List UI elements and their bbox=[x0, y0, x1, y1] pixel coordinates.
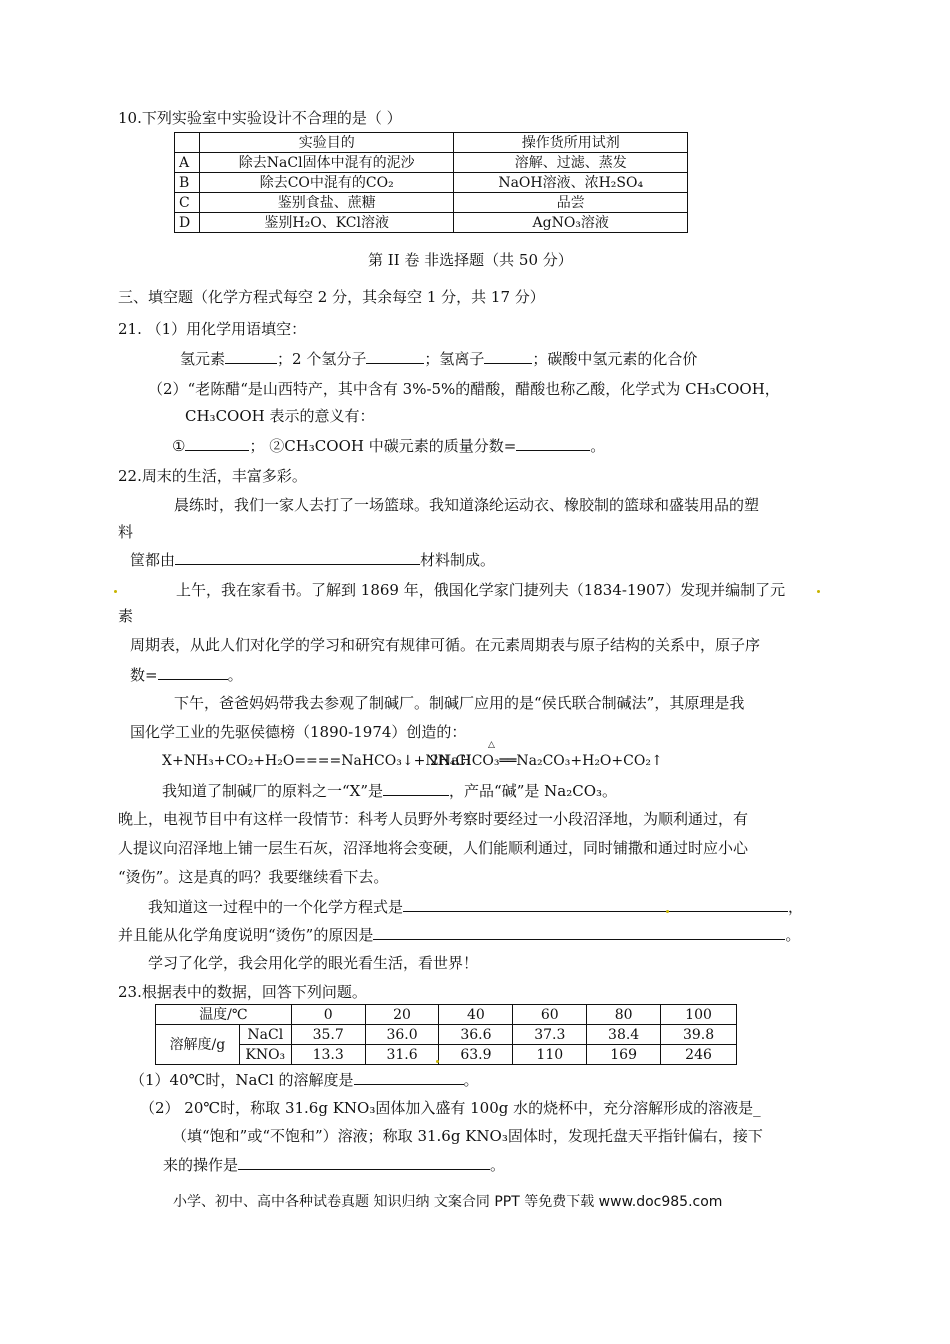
row-label: A bbox=[175, 153, 200, 173]
table-row bbox=[175, 213, 688, 233]
row-method: AgNO₃溶液 bbox=[454, 213, 688, 233]
temp-label: 温度/℃ bbox=[156, 1005, 292, 1025]
table-header-cell bbox=[175, 133, 200, 153]
table-row bbox=[175, 193, 688, 213]
q21-text: ；氢离子 bbox=[424, 350, 485, 368]
answer-blank[interactable] bbox=[373, 924, 785, 940]
row-purpose: 除去CO中混有的CO₂ bbox=[199, 173, 453, 193]
q22-text: 。 bbox=[785, 926, 801, 944]
q22-line15 bbox=[148, 896, 803, 917]
solubility-cell: 39.8 bbox=[661, 1025, 737, 1045]
q22-text: 我知道这一过程中的一个化学方程式是 bbox=[148, 898, 404, 916]
q23-text: 。 bbox=[463, 1071, 479, 1089]
answer-blank[interactable] bbox=[516, 435, 590, 451]
q23-part1 bbox=[130, 1069, 479, 1090]
temp-cell: 0 bbox=[291, 1005, 365, 1025]
q23-text: 。 bbox=[490, 1156, 506, 1174]
q22-line6: 素 bbox=[118, 607, 134, 625]
row-label: D bbox=[175, 213, 200, 233]
q21-text: 。 bbox=[590, 437, 606, 455]
row-purpose: 鉴别食盐、蔗糖 bbox=[199, 193, 453, 213]
q22-line10: 国化学工业的先驱侯德榜（1890-1974）创造的： bbox=[130, 723, 467, 741]
table-row bbox=[156, 1025, 737, 1045]
temp-cell: 80 bbox=[587, 1005, 661, 1025]
equation-2: 2NaHCO₃══Na₂CO₃+H₂O+CO₂↑ bbox=[430, 753, 663, 769]
q22-line7: 周期表，从此人们对化学的学习和研究有规律可循。在元素周期表与原子结构的关系中，原子序 bbox=[130, 636, 761, 654]
solubility-cell: 35.7 bbox=[291, 1025, 365, 1045]
answer-blank[interactable] bbox=[238, 1154, 490, 1170]
q21-line2 bbox=[180, 348, 697, 369]
q22-text: 筐都由 bbox=[130, 551, 176, 569]
table-row bbox=[175, 173, 688, 193]
q22-line14: “烫伤”。这是真的吗？我要继续看下去。 bbox=[118, 868, 389, 886]
solubility-cell: 37.3 bbox=[513, 1025, 587, 1045]
speck-mark bbox=[817, 590, 820, 593]
table-header-row bbox=[175, 133, 688, 153]
table-header-cell: 操作货所用试剂 bbox=[454, 133, 688, 153]
solubility-cell: 36.0 bbox=[365, 1025, 439, 1045]
answer-blank[interactable] bbox=[225, 348, 277, 364]
answer-blank[interactable] bbox=[175, 549, 420, 565]
q22-text: 我知道了制碱厂的原料之一“X”是 bbox=[162, 782, 384, 800]
q22-text: ， bbox=[788, 898, 804, 916]
solubility-cell: 13.3 bbox=[291, 1045, 365, 1065]
table-header-cell: 实验目的 bbox=[199, 133, 453, 153]
heat-triangle-icon: △ bbox=[488, 740, 495, 750]
speck-mark bbox=[436, 1060, 439, 1063]
row-label: C bbox=[175, 193, 200, 213]
section-2-title: 第 II 卷 非选择题（共 50 分） bbox=[368, 251, 573, 269]
q21-text: ；2 个氢分子 bbox=[277, 350, 367, 368]
solubility-cell: 63.9 bbox=[439, 1045, 513, 1065]
solubility-table bbox=[155, 1004, 737, 1065]
q21-line3: （2）“老陈醋“是山西特产，其中含有 3%-5%的醋酸，醋酸也称乙酸，化学式为 CH₃COOH， bbox=[148, 380, 780, 398]
q23-part2-line2: （填“饱和”或“不饱和”）溶液；称取 31.6g KNO₃固体时，发现托盘天平指针偏右，接下 bbox=[172, 1127, 763, 1145]
q21-text: ；碳酸中氢元素的化合价 bbox=[532, 350, 698, 368]
q22-line2: 晨练时，我们一家人去打了一场篮球。我知道涤纶运动衣、橡胶制的篮球和盛装用品的塑 bbox=[174, 496, 760, 514]
answer-blank[interactable] bbox=[366, 348, 424, 364]
experiment-table bbox=[174, 132, 688, 233]
solubility-cell: 246 bbox=[661, 1045, 737, 1065]
speck-mark bbox=[666, 910, 669, 913]
answer-blank[interactable] bbox=[484, 348, 532, 364]
speck-mark bbox=[114, 590, 117, 593]
answer-blank[interactable] bbox=[158, 664, 228, 680]
row-purpose: 除去NaCl固体中混有的泥沙 bbox=[199, 153, 453, 173]
answer-blank[interactable] bbox=[403, 896, 788, 912]
solubility-label: 溶解度/g bbox=[156, 1025, 240, 1065]
q23-text: 来的操作是 bbox=[163, 1156, 239, 1174]
q21-line1: 21. （1）用化学用语填空： bbox=[118, 320, 307, 338]
q22-line17: 学习了化学，我会用化学的眼光看生活，看世界！ bbox=[148, 954, 479, 972]
table-row bbox=[175, 153, 688, 173]
temp-cell: 100 bbox=[661, 1005, 737, 1025]
q22-line12: 晚上，电视节目中有这样一段情节：科考人员野外考察时要经过一小段沼泽地，为顺利通过，有 bbox=[118, 810, 749, 828]
q23-title: 23.根据表中的数据，回答下列问题。 bbox=[118, 983, 367, 1001]
table-header-row bbox=[156, 1005, 737, 1025]
q23-part2-line3 bbox=[163, 1154, 505, 1175]
equation-1: X+NH₃+CO₂+H₂O====NaHCO₃↓+NH₄Cl bbox=[162, 753, 471, 769]
q21-text: ； ②CH₃COOH 中碳元素的质量分数= bbox=[249, 437, 517, 455]
row-label: B bbox=[175, 173, 200, 193]
table-row bbox=[156, 1045, 737, 1065]
q23-text: （1）40℃时，NaCl 的溶解度是 bbox=[130, 1071, 354, 1089]
footer-text: 小学、初中、高中各种试卷真题 知识归纳 文案合同 PPT 等免费下载 www.doc985.com bbox=[173, 1194, 723, 1210]
substance-name: KNO₃ bbox=[239, 1045, 291, 1065]
q23-part2-line1: （2） 20℃时，称取 31.6g KNO₃固体加入盛有 100g 水的烧杯中，充分溶解形成的溶液是_ bbox=[140, 1099, 761, 1117]
q22-text: 并且能从化学角度说明“烫伤”的原因是 bbox=[118, 926, 374, 944]
answer-blank[interactable] bbox=[354, 1069, 464, 1085]
q21-line5 bbox=[172, 435, 605, 456]
row-method: 溶解、过滤、蒸发 bbox=[454, 153, 688, 173]
temp-cell: 20 bbox=[365, 1005, 439, 1025]
q22-line8 bbox=[130, 664, 243, 685]
q22-line5: 上午，我在家看书。了解到 1869 年，俄国化学家门捷列夫（1834-1907）发现并编制了元 bbox=[176, 581, 786, 599]
solubility-cell: 38.4 bbox=[587, 1025, 661, 1045]
answer-blank[interactable] bbox=[185, 435, 249, 451]
answer-blank[interactable] bbox=[383, 780, 449, 796]
solubility-cell: 31.6 bbox=[365, 1045, 439, 1065]
row-method: 品尝 bbox=[454, 193, 688, 213]
q22-line3: 料 bbox=[118, 523, 134, 541]
temp-cell: 40 bbox=[439, 1005, 513, 1025]
q22-text: 。 bbox=[227, 666, 243, 684]
solubility-cell: 36.6 bbox=[439, 1025, 513, 1045]
question-10-title: 10.下列实验室中实验设计不合理的是（ ） bbox=[118, 109, 402, 127]
solubility-cell: 110 bbox=[513, 1045, 587, 1065]
q22-text: 数= bbox=[130, 666, 158, 684]
temp-cell: 60 bbox=[513, 1005, 587, 1025]
q21-line4: CH₃COOH 表示的意义有： bbox=[185, 407, 375, 425]
q21-text: ① bbox=[172, 437, 186, 455]
solubility-cell: 169 bbox=[587, 1045, 661, 1065]
q22-text: ，产品“碱”是 Na₂CO₃。 bbox=[449, 782, 618, 800]
q22-line11 bbox=[162, 780, 617, 801]
q22-text: 材料制成。 bbox=[420, 551, 496, 569]
row-method: NaOH溶液、浓H₂SO₄ bbox=[454, 173, 688, 193]
q21-text: 氢元素 bbox=[180, 350, 226, 368]
q22-line16 bbox=[118, 924, 800, 945]
part-3-title: 三、填空题（化学方程式每空 2 分，其余每空 1 分，共 17 分） bbox=[118, 288, 545, 306]
row-purpose: 鉴别H₂O、KCl溶液 bbox=[199, 213, 453, 233]
q22-line9: 下午，爸爸妈妈带我去参观了制碱厂。制碱厂应用的是“侯氏联合制碱法”，其原理是我 bbox=[174, 694, 745, 712]
q22-line1: 22.周末的生活，丰富多彩。 bbox=[118, 467, 307, 485]
q22-line4 bbox=[130, 549, 495, 570]
substance-name: NaCl bbox=[239, 1025, 291, 1045]
q22-line13: 人提议向沼泽地上铺一层生石灰，沼泽地将会变硬，人们能顺利通过，同时铺撒和通过时应小心 bbox=[118, 839, 749, 857]
